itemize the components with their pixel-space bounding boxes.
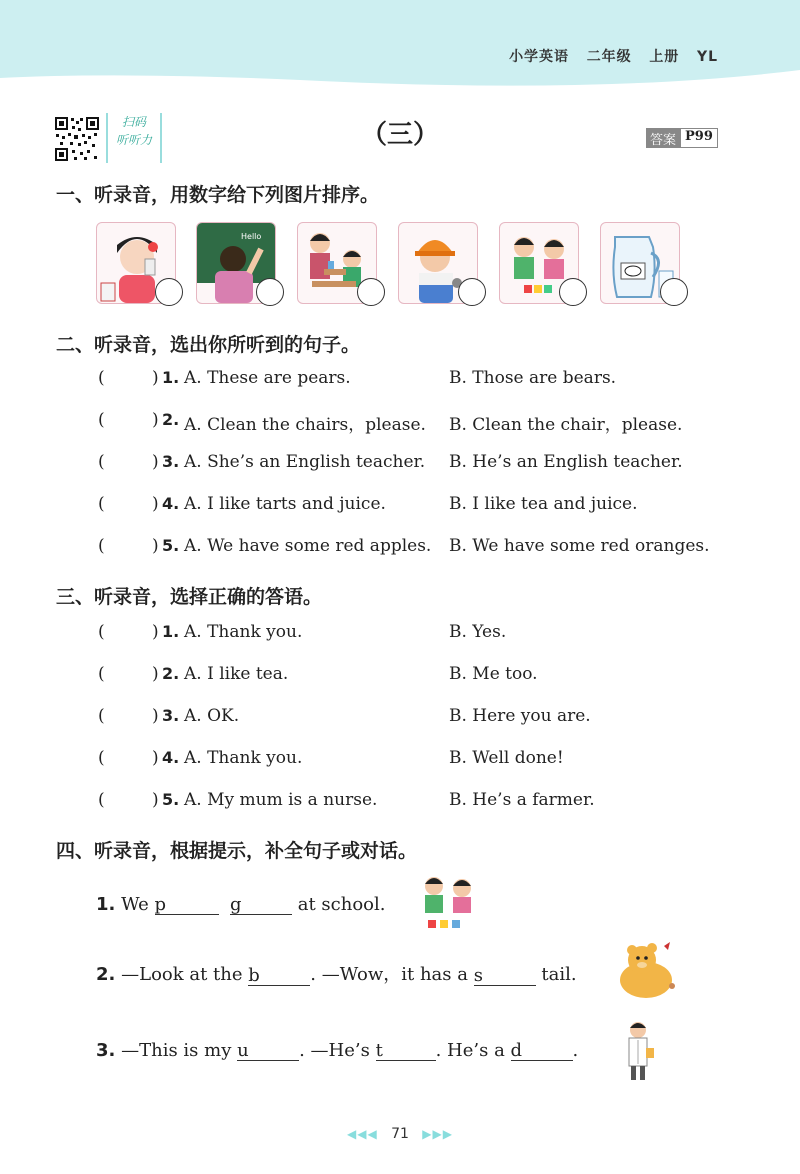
option-a: A. OK. [184,706,240,726]
text: —This is my [121,1040,238,1061]
answer-page: P99 [680,128,718,148]
option-a: A. These are pears. [184,368,351,388]
answer-paren-close: ) [152,622,159,642]
item-number: 3. [96,1040,116,1061]
text: . [572,1040,579,1061]
option-b: B. Clean the chair，please. [449,415,683,435]
s3-item-2 [0,664,800,694]
option-b: B. Here you are. [449,706,591,726]
answer-paren[interactable]: ( [98,410,105,430]
picture-row [96,222,696,306]
next-arrows-icon: ▶▶▶ [422,1127,453,1141]
option-a: A. My mum is a nurse. [184,790,378,810]
option-b: B. He’s a farmer. [449,790,595,810]
answer-circle-3[interactable] [357,278,385,306]
answer-paren[interactable]: ( [98,706,105,726]
s2-item-5 [0,536,800,566]
answer-paren-close: ) [152,706,159,726]
kids-playing-illustration [408,872,488,934]
hint-letter: t [375,1040,383,1061]
item-number: 1. [96,894,116,915]
answer-paren[interactable]: ( [98,622,105,642]
option-a: A. Thank you. [184,748,303,768]
grade: 二年级 [586,49,632,65]
text: We [121,894,155,915]
hint-letter: g [229,894,242,915]
item-number: 1. [162,368,180,387]
section3-heading: 三、听录音，选择正确的答语。 [56,586,323,608]
answer-paren-close: ) [152,494,159,514]
hint-letter: u [237,1040,249,1061]
svg-text:Hello: Hello [241,232,262,241]
item-number: 5. [162,536,180,555]
option-a: A. I like tarts and juice. [184,494,386,514]
prev-arrows-icon: ◀◀◀ [347,1127,378,1141]
item-number: 3. [162,706,180,725]
hint-letter: p [154,894,167,915]
option-b: B. Me too. [449,664,538,684]
s4-question-3 [96,1040,578,1061]
hint-letter: b [248,965,260,986]
option-b: B. I like tea and juice. [449,494,638,514]
option-a: A. She’s an English teacher. [184,452,426,472]
answer-paren-close: ) [152,410,159,430]
fill-blank[interactable] [155,894,219,915]
s4-question-2 [96,960,577,986]
option-a: A. Thank you. [184,622,303,642]
answer-paren-close: ) [152,664,159,684]
option-b: B. We have some red oranges. [449,536,710,556]
answer-badge[interactable] [646,128,718,148]
answer-paren[interactable]: ( [98,494,105,514]
s3-item-5 [0,790,800,820]
volume: 上册 [649,49,680,65]
page-title: （三） [360,120,439,150]
text: . —He’s [299,1040,376,1061]
answer-paren-close: ) [152,536,159,556]
option-a: A. Clean the chairs，please. [184,415,426,435]
subject: 小学英语 [509,49,570,65]
s2-item-3 [0,452,800,482]
doctor-illustration [620,1018,660,1084]
page-number: 71 [391,1126,409,1142]
item-number: 4. [162,494,180,513]
fill-blank[interactable] [511,1040,573,1061]
option-b: B. He’s an English teacher. [449,452,683,472]
s2-item-2 [0,410,800,440]
answer-circle-1[interactable] [155,278,183,306]
option-a: A. We have some red apples. [184,536,432,556]
text: tail. [541,964,577,985]
answer-paren-close: ) [152,368,159,388]
section1-heading: 一、听录音，用数字给下列图片排序。 [56,184,380,206]
fill-blank[interactable] [376,1040,436,1061]
s3-item-4 [0,748,800,778]
answer-paren[interactable]: ( [98,748,105,768]
answer-paren-close: ) [152,790,159,810]
answer-paren-close: ) [152,748,159,768]
text: . He’s a [435,1040,511,1061]
option-b: B. Well done! [449,748,564,768]
answer-paren[interactable]: ( [98,536,105,556]
section2-heading: 二、听录音，选出你所听到的句子。 [56,334,361,356]
hint-letter: s [473,965,483,986]
s3-item-3 [0,706,800,736]
fill-blank[interactable] [237,1040,299,1061]
option-b: B. Yes. [449,622,507,642]
s4-question-1 [96,894,385,915]
text: —Look at the [121,964,249,985]
book-info [509,46,718,66]
item-number: 3. [162,452,180,471]
page-footer [0,1126,800,1142]
item-number: 2. [162,664,180,683]
answer-circle-4[interactable] [458,278,486,306]
text: at school. [297,894,386,915]
header-band [0,0,800,88]
answer-paren[interactable]: ( [98,452,105,472]
fill-blank[interactable] [474,965,536,986]
text: . —Wow，it has a [310,964,474,985]
answer-circle-2[interactable] [256,278,284,306]
s3-item-1 [0,622,800,652]
answer-circle-6[interactable] [660,278,688,306]
fill-blank[interactable] [248,965,310,986]
answer-paren[interactable]: ( [98,368,105,388]
edition: YL [696,49,718,65]
bear-illustration [612,940,682,1002]
hint-letter: d [510,1040,523,1061]
option-a: A. I like tea. [184,664,289,684]
answer-paren[interactable]: ( [98,790,105,810]
section4-heading: 四、听录音，根据提示，补全句子或对话。 [56,840,418,862]
scan-label-line1: 扫码 [121,115,146,129]
answer-circle-5[interactable] [559,278,587,306]
item-number: 4. [162,748,180,767]
s2-item-1 [0,368,800,398]
answer-paren-close: ) [152,452,159,472]
fill-blank[interactable] [230,894,292,915]
scan-label-line2: 听听力 [115,133,152,147]
item-number: 2. [162,410,180,429]
s2-item-4 [0,494,800,524]
item-number: 2. [96,964,116,985]
item-number: 1. [162,622,180,641]
option-b: B. Those are bears. [449,368,617,388]
answer-paren[interactable]: ( [98,664,105,684]
item-number: 5. [162,790,180,809]
answer-label: 答案 [646,128,680,148]
